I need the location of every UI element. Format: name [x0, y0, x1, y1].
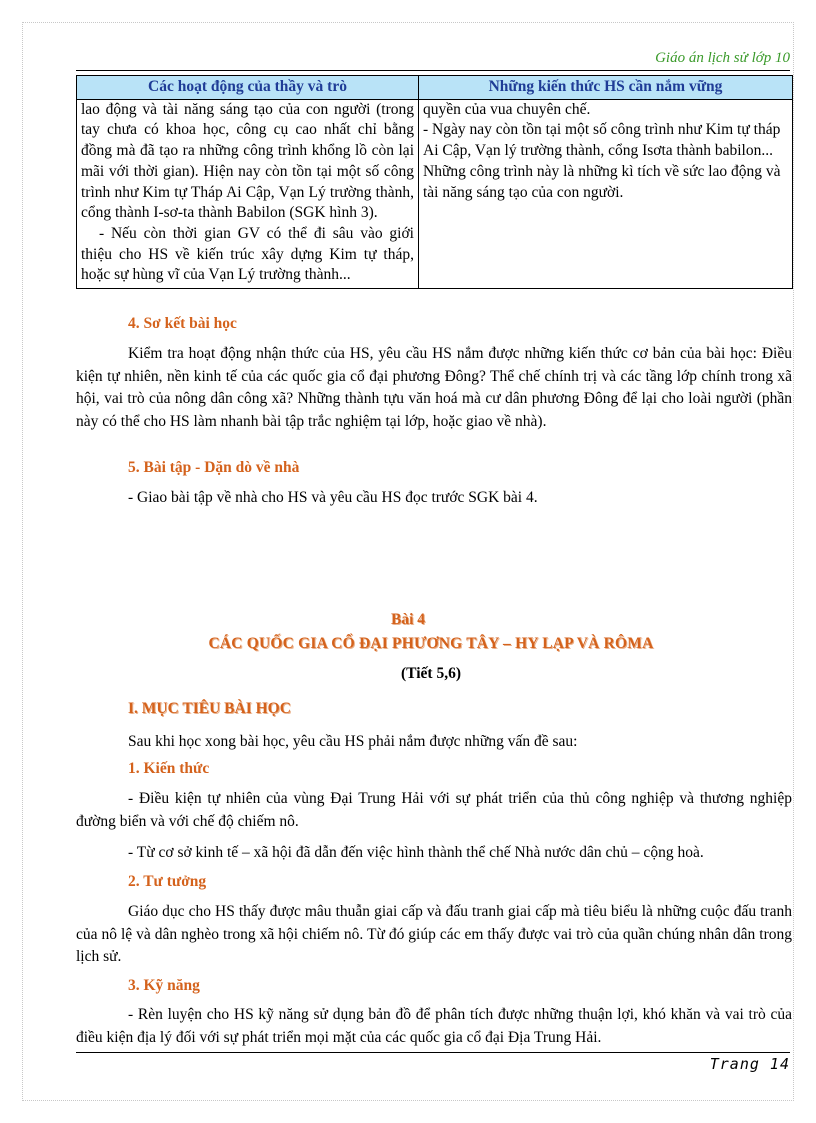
skills-paragraph: - Rèn luyện cho HS kỹ năng sử dụng bản đồ để phân tích được những thuận lợi, khó khăn và vai trò của điều kiện địa lý đối với sự phát triển mọi mặt của các quốc gia cổ đại Địa Trung Hải.	[76, 1006, 792, 1046]
objectives-intro: Sau khi học xong bài học, yêu cầu HS phải nắm được những vấn đề sau:	[128, 733, 578, 750]
page-border-right	[793, 22, 794, 1101]
knowledge-paragraph-2: - Từ cơ sở kinh tế – xã hội đã dẫn đến việc hình thành thể chế Nhà nước dân chủ – cộng hoà.	[128, 844, 704, 861]
page-number: Trang 14	[709, 1055, 790, 1073]
header-rule	[76, 70, 790, 71]
thought-heading: 2. Tư tưởng	[128, 873, 207, 890]
activities-table	[76, 75, 793, 289]
activities-paragraph: lao động và tài năng sáng tạo của con người (trong tay chưa có khoa học, công cụ cao nhất chỉ bằng đồng mà đã tạo ra những công trình khổng lồ còn lại mãi với thời gian). Hiện nay còn tồn tại một số công trình như Kim tự Tháp Ai Cập, Vạn Lý trường thành, cổng thành I-sơ-ta thành Babilon (SGK hình 3).	[81, 100, 414, 222]
table-header-activities: Các hoạt động của thầy và trò	[77, 76, 419, 100]
activities-cell	[77, 99, 419, 288]
running-header: Giáo án lịch sử lớp 10	[655, 50, 790, 66]
knowledge-heading: 1. Kiến thức	[128, 760, 210, 777]
summary-paragraph: Kiểm tra hoạt động nhận thức của HS, yêu cầu HS nắm được những kiến thức cơ bản của bài học: Điều kiện tự nhiên, nền kinh tế của các quốc gia cổ đại phương Đông? Thể chế chính trị và các tầng lớp chính trong xã hội, vai trò của nông dân công xã? Những thành tựu văn hoá mà cư dân phương Đông để lại cho loài người (phần này có thể cho HS làm nhanh bài tập trắc nghiệm tại lớp, hoặc giao về nhà).	[76, 345, 792, 430]
table-row	[77, 99, 793, 288]
activities-paragraph: - Nếu còn thời gian GV có thể đi sâu vào giới thiệu cho HS về kiến trúc xây dựng Kim tự tháp, hoặc sự hùng vĩ của Vạn Lý trường thành...	[81, 224, 414, 284]
page-border-left	[22, 22, 23, 1101]
knowledge-paragraph-1: - Điều kiện tự nhiên của vùng Đại Trung Hải với sự phát triển của thủ công nghiệp và thương nghiệp đường biển và với chế độ chiếm nô.	[76, 790, 792, 830]
lesson-title: CÁC QUỐC GIA CỔ ĐẠI PHƯƠNG TÂY – HY LẠP VÀ RÔMA	[208, 635, 654, 652]
knowledge-cell	[419, 99, 793, 288]
footer-rule	[76, 1052, 790, 1053]
table-header-knowledge: Những kiến thức HS cần nắm vững	[419, 76, 793, 100]
homework-paragraph: - Giao bài tập về nhà cho HS và yêu cầu HS đọc trước SGK bài 4.	[128, 489, 538, 506]
lesson-number: Bài 4	[390, 611, 426, 628]
page-border-top	[22, 22, 794, 23]
skills-heading: 3. Kỹ năng	[128, 977, 200, 994]
knowledge-paragraph: - Ngày nay còn tồn tại một số công trình như Kim tự tháp Ai Cập, Vạn lý trường thành, cổng Isơta thành babilon... Những công trình này là những kì tích về sức lao động và tài năng sáng tạo của con người.	[423, 121, 781, 201]
page-border-bottom	[22, 1100, 794, 1101]
summary-heading: 4. Sơ kết bài học	[128, 315, 237, 332]
objectives-heading: I. MỤC TIÊU BÀI HỌC	[128, 700, 291, 717]
homework-heading: 5. Bài tập - Dặn dò về nhà	[128, 459, 300, 476]
lesson-period: (Tiết 5,6)	[401, 665, 461, 682]
knowledge-paragraph: quyền của vua chuyên chế.	[423, 100, 591, 118]
thought-paragraph: Giáo dục cho HS thấy được mâu thuẫn giai cấp và đấu tranh giai cấp mà tiêu biểu là những cuộc đấu tranh của nô lệ và dân nghèo trong xã hội chiếm nô. Từ đó giúp các em thấy được vai trò của quần chúng nhân dân trong lịch sử.	[76, 903, 792, 966]
